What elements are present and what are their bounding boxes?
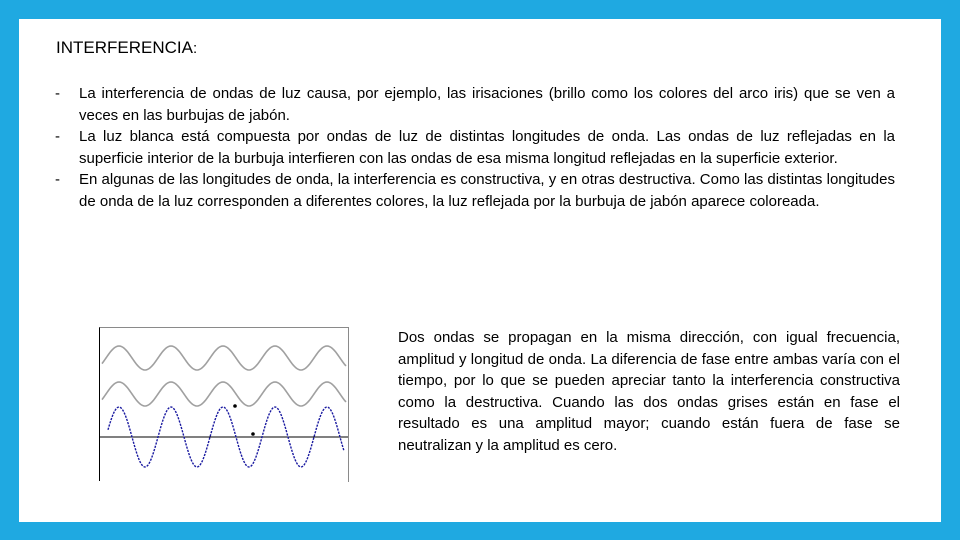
bullet-text: La luz blanca está compuesta por ondas de luz de distintas longitudes de onda. Las ondas de luz reflejadas en la superficie interior de la burbuja interfieren con las ondas de esa misma longitud reflejadas en la superficie exterior. — [79, 128, 895, 167]
wave-interference-figure — [99, 327, 349, 482]
bullet-item — [55, 83, 895, 126]
title-text: INTERFERENCIA — [56, 38, 193, 57]
gray-wave-2 — [102, 382, 346, 406]
bullet-item — [55, 126, 895, 169]
bullet-dash: - — [55, 128, 60, 145]
bullet-list — [55, 83, 895, 212]
wave-diagram — [100, 328, 348, 482]
title-colon: : — [192, 40, 198, 57]
slide-title — [56, 38, 197, 58]
gray-wave-1 — [102, 346, 346, 370]
slide — [19, 19, 941, 522]
marker-dot — [233, 404, 237, 408]
figure-bottom-panel — [99, 481, 348, 505]
marker-dot — [251, 432, 255, 436]
bullet-dash: - — [55, 171, 60, 188]
bullet-text: En algunas de las longitudes de onda, la interferencia es constructiva, y en otras destructiva. Como las distintas longitudes de onda de la luz corresponden a diferentes colores, la luz reflejada por la burbuja de jabón aparece coloreada. — [79, 171, 895, 210]
bullet-item — [55, 169, 895, 212]
bullet-dash: - — [55, 85, 60, 102]
figure-caption: Dos ondas se propagan en la misma dirección, con igual frecuencia, amplitud y longitud de onda. La diferencia de fase entre ambas varía con el tiempo, por lo que se pueden apreciar tanto la interferencia constructiva como la destructiva. Cuando las dos ondas grises están en fase el resultado es una amplitud mayor; cuando están fuera de fase se neutralizan y la amplitud es cero. — [398, 329, 900, 454]
bullet-text: La interferencia de ondas de luz causa, por ejemplo, las irisaciones (brillo como los colores del arco iris) que se ven a veces en las burbujas de jabón. — [79, 85, 895, 124]
